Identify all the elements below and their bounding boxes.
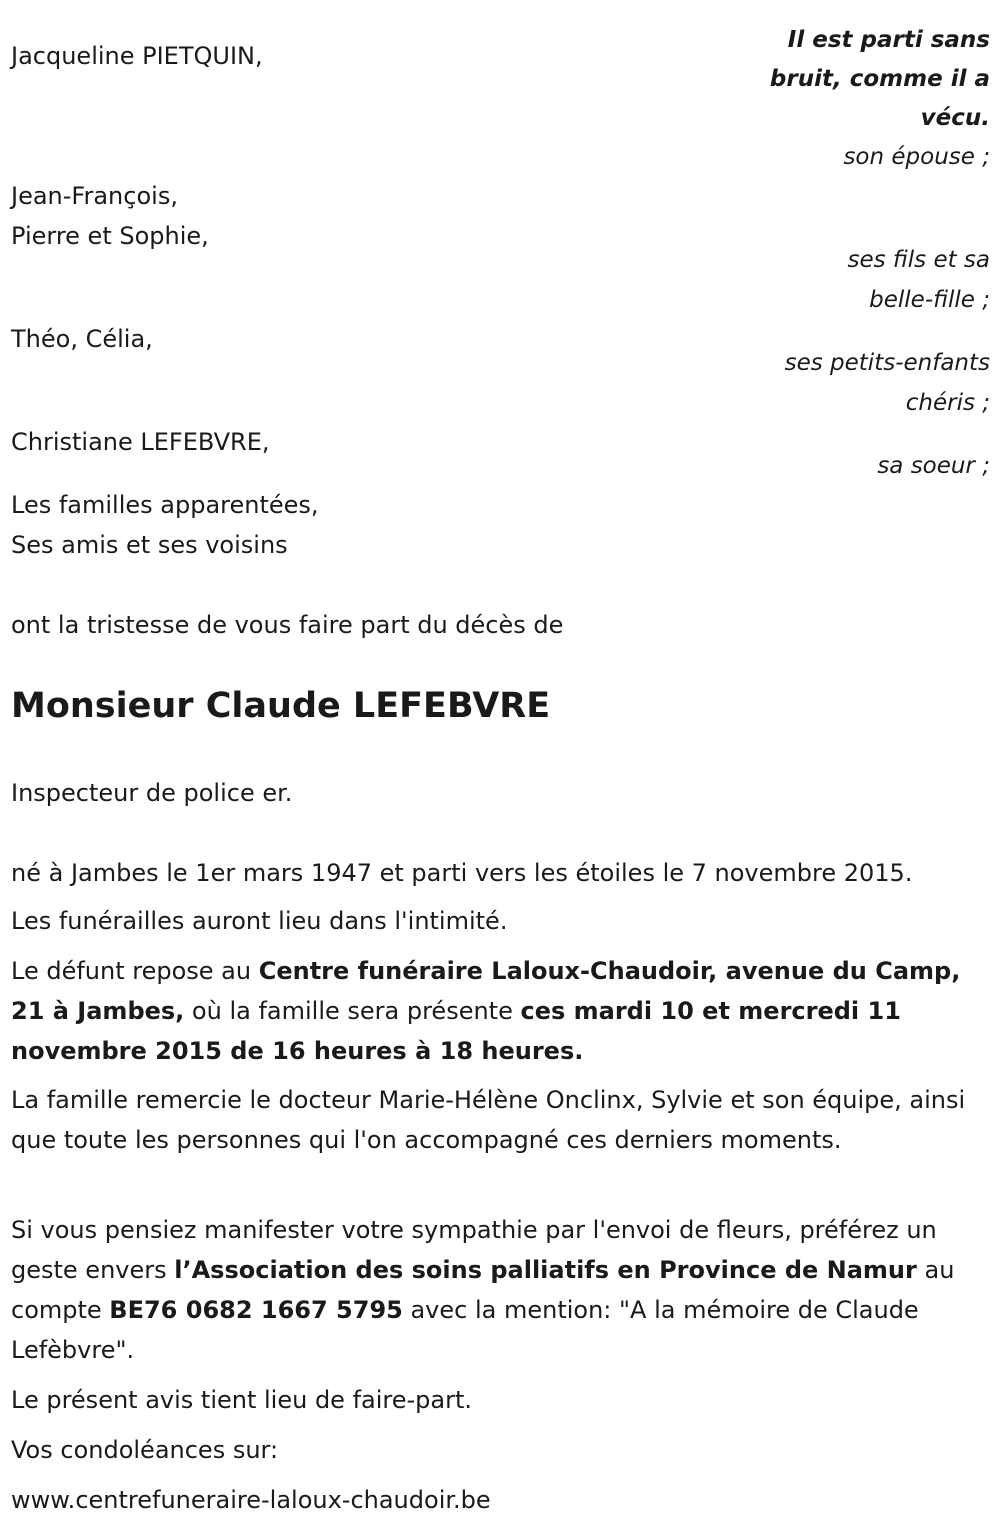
visiting-hours: ces mardi 10 et mercredi 11 novembre 2015 de 16 heures à 18 heures. — [11, 997, 901, 1065]
funeral-info: Les funérailles auront lieu dans l'intimité. — [11, 907, 508, 935]
repose-text-1: Le défunt repose au — [11, 957, 259, 985]
family-relation-sons: ses fils et sa belle-fille ; — [847, 247, 990, 313]
thanks-paragraph: La famille remercie le docteur Marie-Hélène Onclinx, Sylvie et son équipe, ainsi que toute les personnes qui l'on accompagné ces derniers moments. — [11, 1086, 966, 1154]
deceased-name: Monsieur Claude LEFEBVRE — [11, 686, 551, 726]
announcement-text: ont la tristesse de vous faire part du décès de — [11, 611, 564, 639]
repose-text-2: où la famille sera présente — [184, 997, 521, 1025]
donation-text-3: avec la mention: "A la mémoire de Claude Lefèbvre". — [11, 1296, 919, 1364]
condolences-label: Vos condoléances sur: — [11, 1436, 279, 1464]
epigraph-quote: Il est parti sans bruit, comme il a vécu. — [769, 27, 990, 131]
family-name-friends: Ses amis et ses voisins — [11, 531, 288, 559]
family-name-sons-2: Pierre et Sophie, — [11, 222, 209, 250]
birth-death-dates: né à Jambes le 1er mars 1947 et parti vers les étoiles le 7 novembre 2015. — [11, 859, 913, 887]
family-name-sons-1: Jean-François, — [11, 182, 178, 210]
family-name-spouse: Jacqueline PIETQUIN, — [11, 42, 263, 70]
bank-account: BE76 0682 1667 5795 — [109, 1296, 403, 1324]
website-link[interactable]: www.centrefuneraire-laloux-chaudoir.be — [11, 1486, 491, 1514]
association-name: l’Association des soins palliatifs en Province de Namur — [174, 1256, 917, 1284]
family-relation-grandchildren: ses petits-enfants chéris ; — [784, 350, 990, 416]
donation-text-2: au compte — [11, 1256, 955, 1324]
donation-paragraph — [11, 1210, 993, 1370]
family-relation-sister: sa soeur ; — [877, 453, 990, 479]
repose-paragraph — [11, 951, 993, 1071]
profession: Inspecteur de police er. — [11, 779, 293, 807]
donation-text-1: Si vous pensiez manifester votre sympathie par l'envoi de fleurs, préférez un geste envers — [11, 1216, 937, 1284]
family-name-sister: Christiane LEFEBVRE, — [11, 428, 270, 456]
notice-text: Le présent avis tient lieu de faire-part. — [11, 1386, 473, 1414]
family-name-relatives: Les familles apparentées, — [11, 491, 319, 519]
family-relation-spouse: son épouse ; — [843, 144, 990, 170]
funeral-center-address: Centre funéraire Laloux-Chaudoir, avenue du Camp, 21 à Jambes, — [11, 957, 961, 1025]
family-name-grandchildren: Théo, Célia, — [11, 325, 153, 353]
